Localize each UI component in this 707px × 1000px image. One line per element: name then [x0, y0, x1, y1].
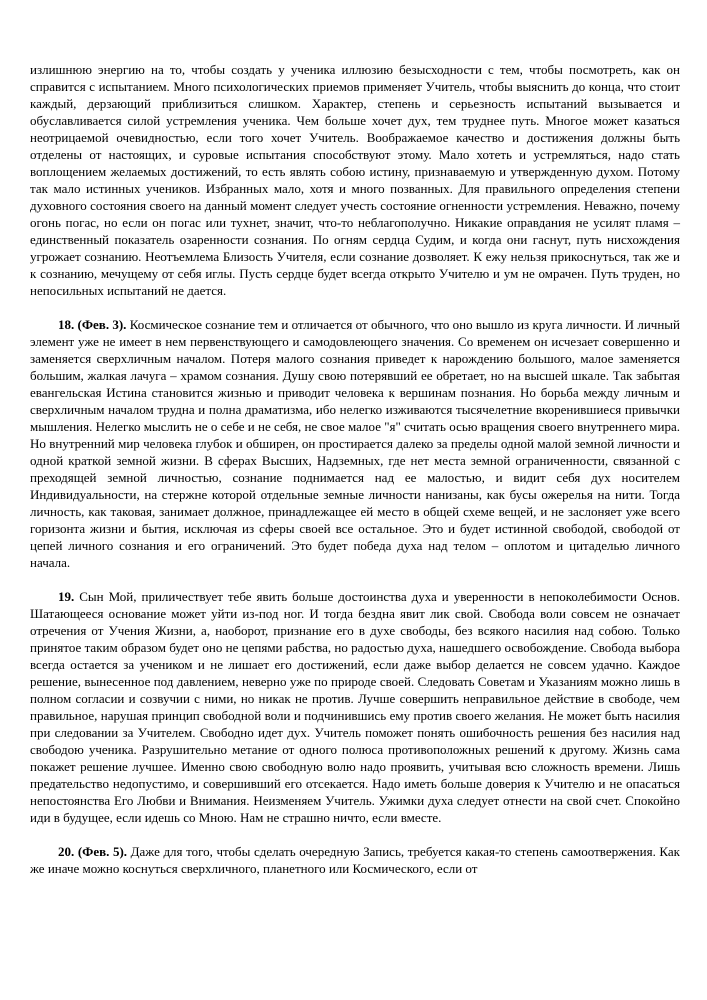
paragraph-number-date: 20. (Фев. 5).: [58, 844, 128, 859]
paragraph-18: [30, 316, 680, 571]
paragraph-19: [30, 588, 680, 826]
text-block: [30, 61, 680, 894]
paragraph-text: излишнюю энергию на то, чтобы создать у ученика иллюзию безысходности с тем, чтобы посмотреть, как он справится с испытанием. Много психологических приемов применяет Учитель, чтобы выяснить до конца, что стоит каждый, дерзающий приблизиться слишком. Характер, степень и серьезность испытаний вызывается и обуславливается силой устремления ученика. Чем больше хочет дух, тем труднее путь. Многое может казаться неотрицаемой очевидностью, если того хочет Учитель. Воображаемое качество и достижения должны быть отделены от настоящих, и суровые испытания способствуют этому. Мало хотеть и устремляться, надо стать воплощением желаемых достижений, то есть являть собою истину, признаваемую и утвержденную духом. Потому так мало истинных учеников. Избранных мало, хотя и много позванных. Для правильного определения степени духовного состояния своего на данный момент следует учесть состояние огненности устремления. Неважно, почему огонь погас, но если он погас или тухнет, значит, что-то неблагополучно. Никакие оправдания не усилят пламя – единственный показатель озаренности сознания. По огням сердца Судим, и когда они гаснут, путь нисхождения угрожает сознанию. Неотъемлема Близость Учителя, если сознание дозволяет. К ежу нельзя прикоснуться, так же и к сознанию, мечущему от себя иглы. Пусть сердце будет всегда открыто Учителю и ум не омрачен. Путь труден, но непосильных испытаний не дается.: [30, 62, 680, 298]
paragraph-text: Даже для того, чтобы сделать очередную Запись, требуется какая-то степень самоотвержения. Как же иначе можно коснуться сверхличного, планетного или Космического, если от: [30, 844, 680, 876]
paragraph-20: [30, 843, 680, 877]
paragraph-number: 19.: [58, 589, 75, 604]
paragraph-text: Космическое сознание тем и отличается от обычного, что оно вышло из круга личности. И личный элемент уже не имеет в нем первенствующего и самодовлеющего значения. Со временем он исчезает совершенно и заменяется сверхличным началом. Потеря малого сознания приведет к нарождению большого, малое заменяется большим, жалкая лачуга – храмом сознания. Душу свою потерявший ее обретает, но на высшей шкале. Так забытая евангельская Истина становится жизнью и приводит человека к вершинам познания. Но борьба между личным и сверхличным началом трудна и полна драматизма, ибо нелегко изживаются тысячелетние вкоренившиеся привычки мышления. Нелегко мыслить не о себе и не себя, не свое малое "я" считать осью вращения своего внутреннего мира. Но внутренний мир человека глубок и обширен, он простирается далеко за пределы одной малой земной личности и одной краткой земной жизни. В сферах Высших, Надземных, где нет места земной ограниченности, связанной с преходящей земной личностью, сознание поднимается над ее малостью, и видит себя дух носителем Индивидуальности, на стержне которой отдельные земные личности нанизаны, как бусы ожерелья на нити. Тогда личность, как таковая, занимает должное, принадлежащее ей место в общей схеме вещей, и не заслоняет уже всего горизонта жизни и бытия, исключая из сферы своей все остальное. Это и будет истинной свободой, свободой от цепей личного сознания и его ограничений. Это будет победа духа над телом – оплотом и цитаделью личного начала.: [30, 317, 680, 570]
paragraph-continuation: [30, 61, 680, 299]
paragraph-text: Сын Мой, приличествует тебе явить больше достоинства духа и уверенности в непоколебимости Основ. Шатающееся основание может уйти из-под ног. И тогда бездна явит лик свой. Свобода воли совсем не означает отречения от Учения Жизни, а, наоборот, признание его в духе свободы, без всякого насилия над собою. Только принятое таким образом будет оно не цепями рабства, но радостью духа, нашедшего освобождение. Свобода выбора всегда остается за учеником и не лишает его достижений, если даже выбор делается не совсем удачно. Каждое решение, вынесенное под давлением, неверно уже по природе своей. Следовать Советам и Указаниям можно лишь в полном согласии и созвучии с ними, но никак не против. Лучше совершить неправильное действие в свободе, чем правильное, нарушая принцип свободной воли и подчинившись ему против своего желания. Не может быть насилия при следовании за Учителем. Свободно идет дух. Учитель поможет понять ошибочность решения без насилия над свободою ученика. Разрушительно метание от одного полюса противоположных решений к другому. Жизнь сама покажет решение лучшее. Именно свою свободную волю надо проявить, учитывая всю сложность времени. Лишь предательство недопустимо, и совершивший его отсекается. Надо иметь больше доверия к Учителю и не опасаться непостоянства Его Любви и Внимания. Неизменяем Учитель. Ужимки духа следует отнести на свой счет. Спокойно иди в будущее, если идешь со Мною. Нам не страшно ничто, если вместе.: [30, 589, 680, 825]
paragraph-number-date: 18. (Фев. 3).: [58, 317, 127, 332]
